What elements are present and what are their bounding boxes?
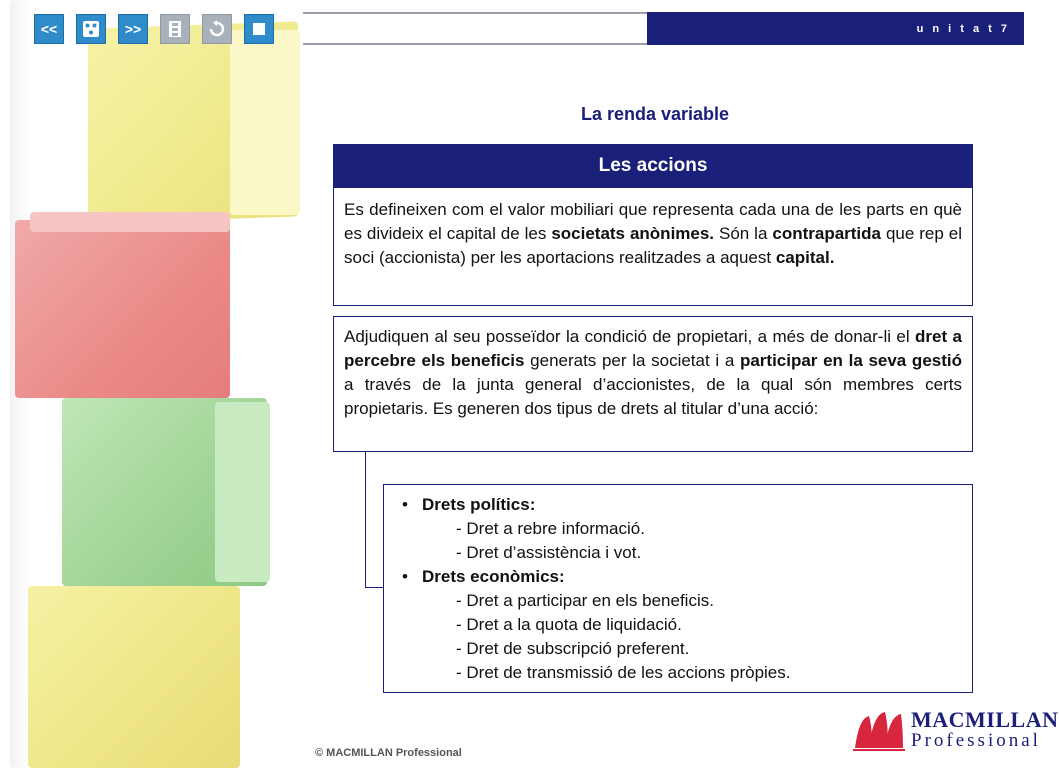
list-item: - Dret a rebre informació. [456, 519, 645, 538]
header-band [647, 12, 1024, 45]
definition-text [344, 198, 962, 270]
rights-intro-text [344, 325, 962, 421]
film-icon [167, 20, 183, 38]
red-block-top [30, 212, 230, 232]
decorative-blocks [0, 0, 310, 768]
list-item: - Dret de transmissió de les accions pròpies. [456, 663, 791, 682]
navigation-bar [34, 14, 274, 44]
box-title: Les accions [333, 144, 973, 187]
text-segment: Es defineixen com el valor mobiliari que representa cada una de les parts en què es divideix el capital de les [344, 200, 962, 243]
bold-term: participar en la seva gestió [739, 351, 962, 370]
back-button[interactable] [202, 14, 232, 44]
text-segment: generats per la societat i a [524, 351, 740, 370]
menu-button[interactable] [160, 14, 190, 44]
unit-label: u n i t a t 7 [916, 23, 1010, 35]
copyright: © MACMILLAN Professional [315, 747, 462, 759]
macmillan-logo-icon [853, 708, 905, 752]
yellow-block-bottom [28, 586, 240, 768]
page-title: La renda variable [580, 104, 730, 124]
connector-line [365, 452, 366, 588]
bold-term: capital. [775, 248, 835, 267]
prev-button[interactable]: << [34, 14, 64, 44]
list-heading: • Drets polítics: [394, 493, 962, 517]
index-button[interactable] [76, 14, 106, 44]
list-heading: • Drets econòmics: [394, 565, 962, 589]
text-segment: que rep el soci (accionista) per les aportacions realitzades a aquest [344, 224, 962, 267]
logo-wordmark [911, 709, 1059, 751]
yellow-block-top-side [230, 30, 300, 215]
stop-button[interactable] [244, 14, 274, 44]
connector-line [365, 587, 383, 588]
bold-term: contrapartida [772, 224, 881, 243]
definition-box [333, 187, 973, 306]
logo-top-text: MACMILLAN [911, 707, 1059, 732]
text-segment: Són la [714, 224, 773, 243]
rights-intro-box [333, 316, 973, 452]
list-item: - Dret de subscripció preferent. [456, 639, 690, 658]
next-button[interactable]: >> [118, 14, 148, 44]
red-block [15, 220, 230, 398]
bold-term: societats anònimes. [551, 224, 715, 243]
list-item: - Dret a participar en els beneficis. [456, 591, 714, 610]
undo-icon [208, 20, 226, 38]
list-item: - Dret d’assistència i vot. [456, 543, 642, 562]
stop-icon [252, 22, 266, 36]
logo-bottom-text: Professional [911, 730, 1041, 751]
header-line [303, 12, 647, 45]
dice-icon [82, 20, 100, 38]
rights-list-box [383, 484, 973, 693]
publisher-logo [853, 708, 1059, 752]
text-segment: Adjudiquen al seu posseïdor la condició de propietari, a més de donar-li el [344, 327, 916, 346]
green-block-side [215, 402, 270, 582]
list-item: - Dret a la quota de liquidació. [456, 615, 682, 634]
rights-list [394, 493, 962, 685]
bold-term: dret a percebre els beneficis [344, 327, 962, 370]
text-segment: a través de la junta general d’accionistes, de la qual són membres certs propietaris. Es generen dos tipus de drets al titular d’una acció: [344, 375, 962, 418]
